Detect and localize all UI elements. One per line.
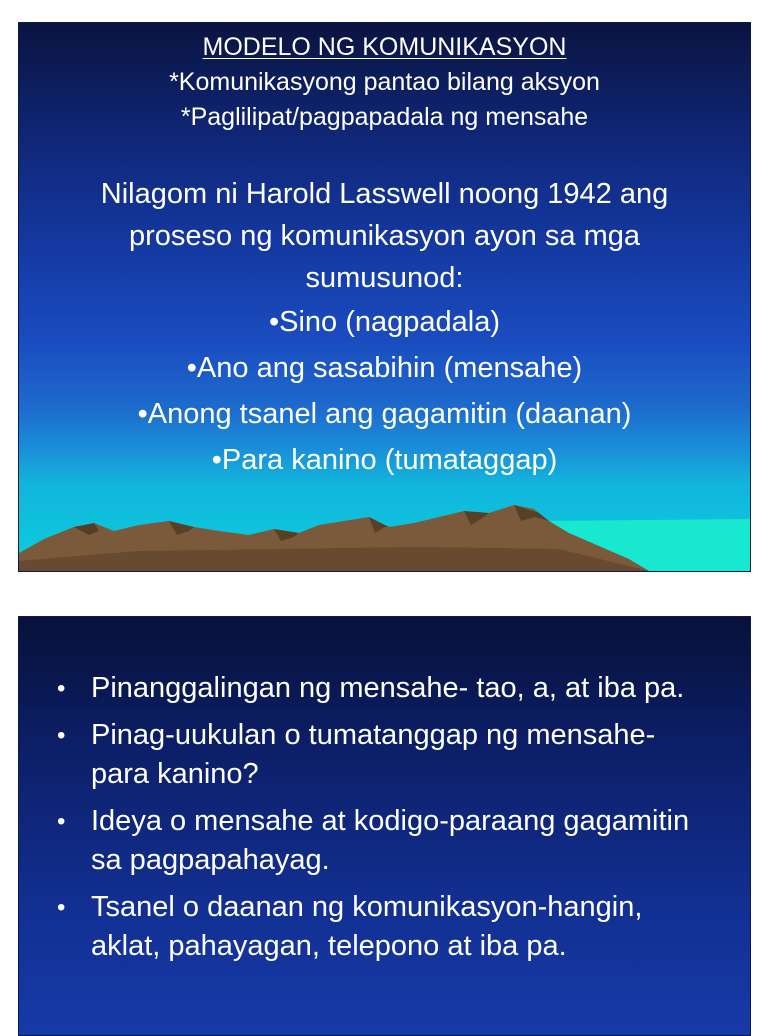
mountain-landscape-illustration [19, 491, 751, 571]
bullet-text: Ideya o mensahe at kodigo-paraang gagamitin sa pagpapahayag. [91, 805, 690, 876]
bullet-list [57, 669, 710, 974]
bullet-item [57, 669, 710, 708]
bullet-icon: • [57, 894, 66, 921]
list-item: •Para kanino (tumataggap) [211, 444, 558, 476]
bullet-text: Tsanel o daanan ng komunikasyon-hangin, aklat, pahayagan, telepono at iba pa. [91, 891, 643, 962]
bullet-icon: • [57, 722, 66, 749]
bullet-text: Pinag-uukulan o tumatanggap ng mensahe-para kanino? [91, 719, 656, 790]
slide-body-text: Nilagom ni Harold Lasswell noong 1942 ang proseso ng komunikasyon ayon sa mga sumusunod: [100, 178, 669, 294]
slide-title: MODELO NG KOMUNIKASYON [202, 33, 567, 61]
bullet-item [57, 802, 710, 880]
bullet-item [57, 716, 710, 794]
list-item: •Anong tsanel ang gagamitin (daanan) [137, 398, 632, 430]
bullet-item [57, 888, 710, 966]
bullet-icon: • [57, 675, 66, 702]
lasswell-list [19, 299, 750, 483]
slide-subtitle-1: *Komunikasyong pantao bilang aksyon [169, 68, 600, 96]
slide-1 [18, 22, 751, 572]
slide-subtitle-2: *Paglilipat/pagpapadala ng mensahe [180, 103, 589, 131]
slide-2 [18, 616, 751, 1036]
list-item: •Sino (nagpadala) [268, 306, 501, 338]
bullet-icon: • [57, 808, 66, 835]
list-item: •Ano ang sasabihin (mensahe) [186, 352, 583, 384]
bullet-text: Pinanggalingan ng mensahe- tao, a, at iba pa. [91, 672, 685, 704]
